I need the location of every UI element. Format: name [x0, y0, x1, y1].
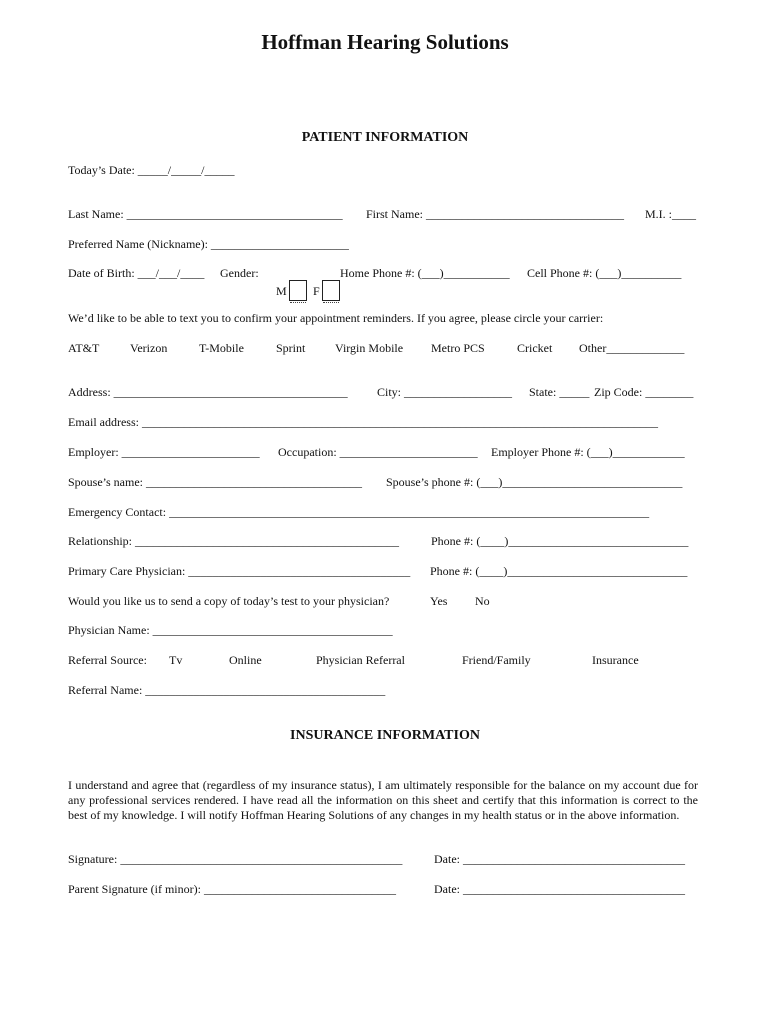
- referral-source-label: Referral Source:: [68, 653, 147, 667]
- last-name-field[interactable]: Last Name: ____________________________________: [68, 207, 343, 221]
- send-copy-question: Would you like us to send a copy of today’s test to your physician?: [68, 594, 390, 608]
- date-of-birth-field[interactable]: Date of Birth: ___/___/____: [68, 266, 205, 280]
- gender-f-checkbox[interactable]: [322, 280, 340, 301]
- gender-m-option[interactable]: [270, 266, 309, 301]
- gender-f-label: F: [313, 284, 320, 298]
- physician-phone-field[interactable]: Phone #: (____)______________________________: [430, 564, 688, 578]
- address-field[interactable]: Address: _______________________________________: [68, 385, 348, 399]
- spouse-name-field[interactable]: Spouse’s name: ____________________________________: [68, 475, 362, 489]
- employer-phone-field[interactable]: Employer Phone #: (___)____________: [491, 445, 685, 459]
- referral-option[interactable]: Online: [229, 653, 262, 667]
- home-phone-field[interactable]: Home Phone #: (___)___________: [340, 266, 510, 280]
- referral-option[interactable]: Physician Referral: [316, 653, 405, 667]
- text-consent-statement: We’d like to be able to text you to confirm your appointment reminders. If you agree, please circle your carrier:: [68, 311, 604, 325]
- gender-label: Gender:: [220, 266, 259, 280]
- signature-date-field[interactable]: Date: _____________________________________: [434, 852, 685, 866]
- gender-m-label: M: [276, 284, 287, 298]
- referral-name-field[interactable]: Referral Name: ________________________________________: [68, 683, 386, 697]
- gender-m-checkbox[interactable]: [289, 280, 307, 301]
- city-field[interactable]: City: __________________: [377, 385, 513, 399]
- cell-phone-field[interactable]: Cell Phone #: (___)__________: [527, 266, 682, 280]
- employer-field[interactable]: Employer: _______________________: [68, 445, 260, 459]
- gender-f-option[interactable]: [307, 266, 342, 301]
- relationship-field[interactable]: Relationship: ____________________________________________: [68, 534, 399, 548]
- parent-signature-date-field[interactable]: Date: _____________________________________: [434, 882, 685, 896]
- carrier-option[interactable]: Verizon: [130, 341, 168, 355]
- referral-option[interactable]: Insurance: [592, 653, 639, 667]
- zip-code-field[interactable]: Zip Code: ________: [594, 385, 694, 399]
- patient-information-heading: PATIENT INFORMATION: [301, 130, 469, 145]
- preferred-name-field[interactable]: Preferred Name (Nickname): _______________________: [68, 237, 349, 251]
- parent-signature-field[interactable]: Parent Signature (if minor): ________________________________: [68, 882, 396, 896]
- todays-date-field[interactable]: Today’s Date: _____/_____/_____: [68, 163, 235, 177]
- email-field[interactable]: Email address: ______________________________________________________________________________________: [68, 415, 658, 429]
- insurance-information-heading: INSURANCE INFORMATION: [290, 728, 480, 743]
- form-title: Hoffman Hearing Solutions: [261, 30, 509, 54]
- carrier-option[interactable]: Virgin Mobile: [335, 341, 404, 355]
- send-copy-yes-option[interactable]: Yes: [430, 594, 448, 608]
- physician-name-field[interactable]: Physician Name: ________________________________________: [68, 623, 393, 637]
- primary-care-physician-field[interactable]: Primary Care Physician: _____________________________________: [68, 564, 411, 578]
- carrier-option[interactable]: Metro PCS: [431, 341, 485, 355]
- middle-initial-field[interactable]: M.I. :____: [645, 207, 696, 221]
- signature-field[interactable]: Signature: _______________________________________________: [68, 852, 403, 866]
- carrier-option[interactable]: T-Mobile: [199, 341, 244, 355]
- referral-option[interactable]: Friend/Family: [462, 653, 531, 667]
- emergency-contact-field[interactable]: Emergency Contact: ________________________________________________________________________________: [68, 505, 650, 519]
- carrier-option[interactable]: Sprint: [276, 341, 306, 355]
- first-name-field[interactable]: First Name: _________________________________: [366, 207, 624, 221]
- occupation-field[interactable]: Occupation: _______________________: [278, 445, 478, 459]
- carrier-option[interactable]: Cricket: [517, 341, 553, 355]
- carrier-option[interactable]: AT&T: [68, 341, 100, 355]
- state-field[interactable]: State: _____: [529, 385, 590, 399]
- responsibility-agreement-text: I understand and agree that (regardless of my insurance status), I am ultimately responsible for the balance on my account due for any professional services rendered. I have read all the information on this sheet and certify that this information is correct to the best of my knowledge. I will notify Hoffman Hearing Solutions of any changes in my health status or in the above information.: [68, 778, 698, 822]
- carrier-option-other[interactable]: Other_____________: [579, 341, 685, 355]
- referral-option[interactable]: Tv: [169, 653, 183, 667]
- relationship-phone-field[interactable]: Phone #: (____)______________________________: [431, 534, 689, 548]
- send-copy-no-option[interactable]: No: [475, 594, 490, 608]
- spouse-phone-field[interactable]: Spouse’s phone #: (___)______________________________: [386, 475, 683, 489]
